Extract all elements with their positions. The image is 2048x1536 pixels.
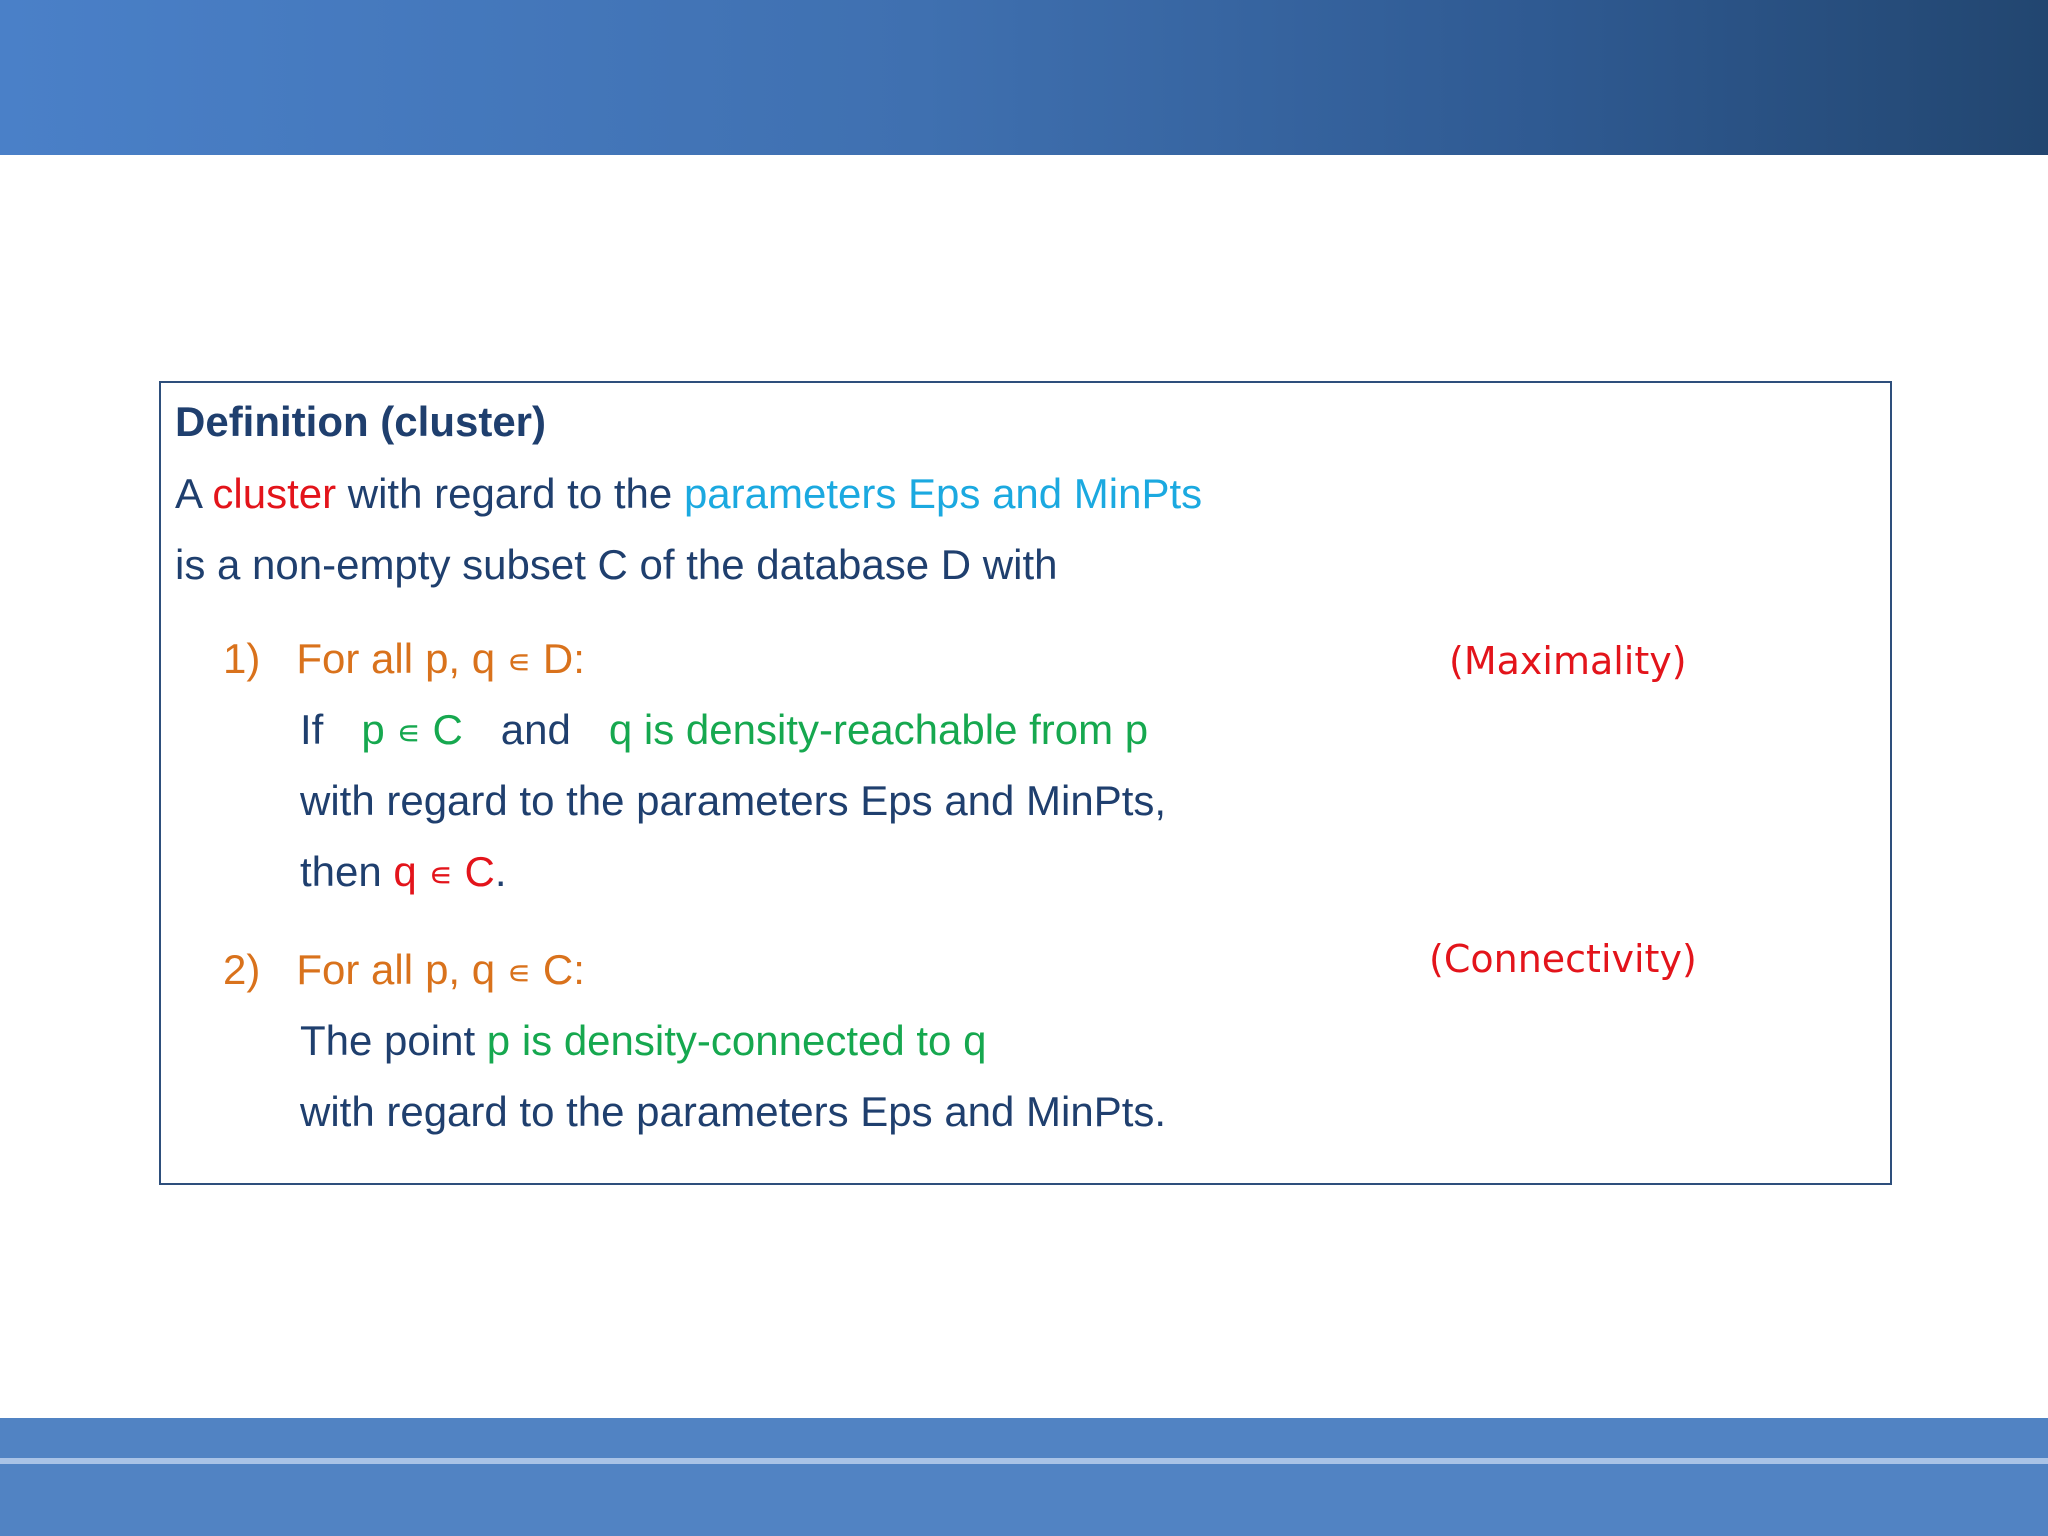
- condition-1-line-1: [300, 705, 1148, 758]
- element-of-symbol: ∊: [506, 954, 532, 992]
- definition-box: [159, 381, 1892, 1185]
- p-variable: p: [361, 706, 385, 753]
- parameters-phrase: parameters Eps and MinPts: [683, 470, 1203, 517]
- c-set: C: [432, 706, 463, 753]
- then-keyword: then: [300, 848, 394, 895]
- condition-1-vars: p, q: [425, 635, 496, 682]
- element-of-symbol: ∊: [396, 714, 421, 752]
- intro-line-2: [175, 540, 1057, 590]
- condition-2-set: C:: [542, 946, 585, 993]
- condition-1-line-3: [300, 847, 507, 900]
- q-variable: q: [393, 848, 417, 895]
- maximality-label: (Maximality): [1449, 639, 1687, 683]
- element-of-symbol: ∊: [428, 856, 453, 894]
- condition-2-line-2: [300, 1087, 1166, 1137]
- definition-title: [175, 397, 546, 447]
- condition-1-line-2: [300, 776, 1166, 826]
- c-set: C: [464, 848, 495, 895]
- and-keyword: and: [500, 706, 571, 753]
- condition-1-regard-text: with regard to the parameters Eps and MinPts,: [300, 777, 1167, 824]
- bottom-stripe: [0, 1458, 2048, 1464]
- density-reachable-clause: q is density-reachable from p: [608, 706, 1149, 753]
- intro-subset-text: is a non-empty subset C of the database D with: [175, 541, 1058, 588]
- condition-2-number: 2): [223, 946, 261, 993]
- bottom-banner: [0, 1418, 2048, 1536]
- condition-1-number: 1): [223, 635, 261, 682]
- intro-text-regard: with regard to the: [336, 470, 684, 517]
- element-of-symbol: ∊: [506, 643, 532, 681]
- intro-line-1: [175, 469, 1202, 519]
- if-keyword: If: [300, 706, 324, 753]
- density-connected-clause: p is density-connected to q: [486, 1017, 987, 1064]
- condition-1-for-all: For all: [296, 635, 414, 682]
- connectivity-note: [1429, 936, 1697, 982]
- cluster-term: cluster: [212, 470, 337, 517]
- condition-1-header: [223, 634, 585, 687]
- maximality-note: [1449, 638, 1687, 684]
- definition-title-text: Definition (cluster): [175, 398, 547, 445]
- condition-2-for-all: For all: [296, 946, 414, 993]
- the-point-text: The point: [300, 1017, 487, 1064]
- condition-2-header: [223, 945, 585, 998]
- intro-text-a: A: [175, 470, 213, 517]
- connectivity-label: (Connectivity): [1429, 937, 1697, 981]
- condition-1-set: D:: [542, 635, 585, 682]
- condition-2-line-1: [300, 1016, 986, 1066]
- condition-2-vars: p, q: [425, 946, 496, 993]
- top-banner: [0, 0, 2048, 155]
- period: .: [494, 848, 507, 895]
- condition-2-regard-text: with regard to the parameters Eps and MinPts.: [300, 1088, 1167, 1135]
